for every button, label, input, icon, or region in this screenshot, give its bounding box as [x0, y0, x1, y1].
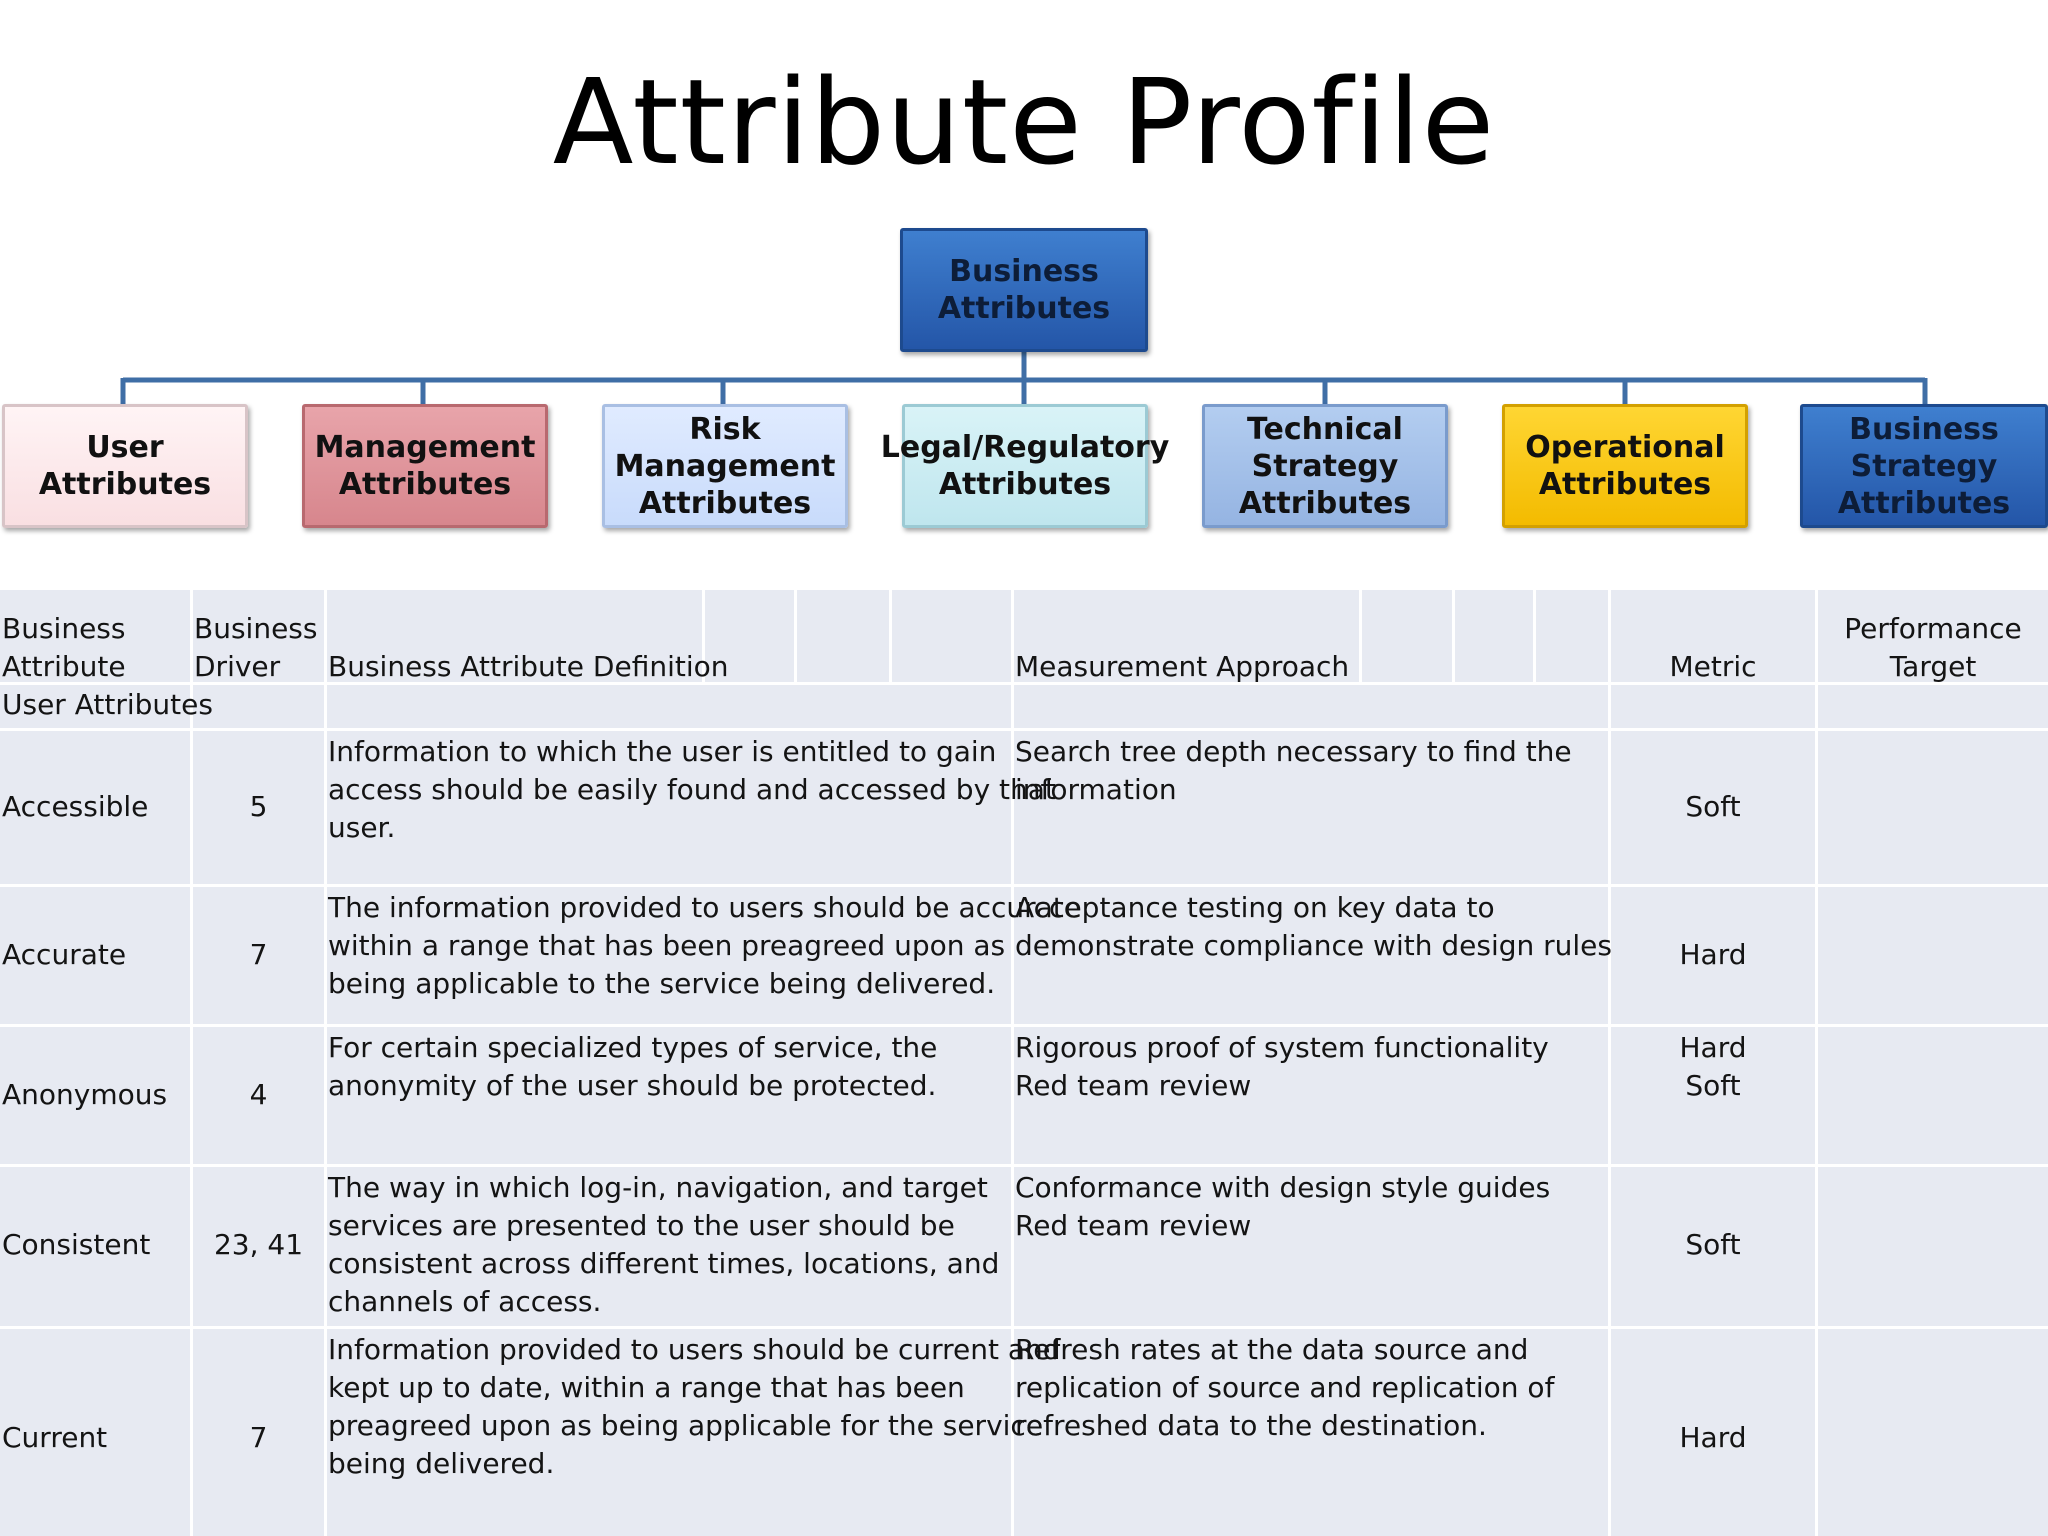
technical-strategy-attributes-box: Technical Strategy Attributes — [1202, 404, 1448, 528]
business-strategy-attributes-box: Business Strategy Attributes — [1800, 404, 2048, 528]
table-row-attribute: Consistent — [2, 1228, 151, 1261]
business-attributes-box: Business Attributes — [900, 228, 1148, 352]
page-title: Attribute Profile — [552, 53, 1496, 191]
header-metric: Metric — [1669, 650, 1757, 683]
header-business-attribute: Business Attribute — [2, 612, 126, 683]
table-row-definition: Information provided to users should be current and kept up to date, within a range that has been preagreed upon as being applicable for the service being delivered. — [328, 1333, 1061, 1480]
management-attributes-box: Management Attributes — [302, 404, 548, 528]
table-row-definition: The information provided to users should be accurate within a range that has been preagreed upon as being applicable to the service being delivered. — [328, 891, 1082, 1000]
table-row-driver: 7 — [249, 1421, 268, 1454]
table-row-metric: Hard — [1679, 938, 1747, 971]
operational-attributes-box: Operational Attributes — [1502, 404, 1748, 528]
legal-regulatory-attributes-box: Legal/Regulatory Attributes — [902, 404, 1148, 528]
table-row-measurement: Refresh rates at the data source and replication of source and replication of refreshed data to the destination. — [1015, 1333, 1555, 1442]
header-measurement: Measurement Approach — [1015, 650, 1350, 683]
user-attributes-box: User Attributes — [2, 404, 248, 528]
table-row-driver: 5 — [249, 790, 268, 823]
table-row-metric: Hard Soft — [1679, 1031, 1747, 1102]
table-row-metric: Soft — [1685, 790, 1741, 823]
header-performance-target: Performance Target — [1844, 612, 2022, 683]
table-row-metric: Soft — [1685, 1228, 1741, 1261]
table-row-definition: The way in which log-in, navigation, and target services are presented to the user should be consistent across different times, locations, and channels of access. — [328, 1171, 1000, 1318]
table-row-driver: 4 — [249, 1078, 268, 1111]
table-row-measurement: Conformance with design style guides Red team review — [1015, 1171, 1551, 1242]
table-row-attribute: Accurate — [2, 938, 127, 971]
table-row-measurement: Search tree depth necessary to find the information — [1015, 735, 1572, 806]
table-row-attribute: Accessible — [2, 790, 149, 823]
header-business-driver: Business Driver — [194, 612, 318, 683]
table-row-metric: Hard — [1679, 1421, 1747, 1454]
risk-management-attributes-box: Risk Management Attributes — [602, 404, 848, 528]
header-definition: Business Attribute Definition — [328, 650, 729, 683]
attribute-table — [0, 590, 2048, 1536]
table-row-definition: Information to which the user is entitled to gain access should be easily found and accessed by that user. — [328, 735, 1056, 844]
table-row-attribute: Anonymous — [2, 1078, 168, 1111]
table-row-driver: 23, 41 — [213, 1228, 304, 1261]
table-row-attribute: Current — [2, 1421, 108, 1454]
section-label: User Attributes — [2, 688, 213, 721]
table-row-driver: 7 — [249, 938, 268, 971]
table-row-measurement: Rigorous proof of system functionality Red team review — [1015, 1031, 1549, 1102]
table-row-definition: For certain specialized types of service, the anonymity of the user should be protected. — [328, 1031, 938, 1102]
table-row-measurement: Acceptance testing on key data to demonstrate compliance with design rules — [1015, 891, 1612, 962]
